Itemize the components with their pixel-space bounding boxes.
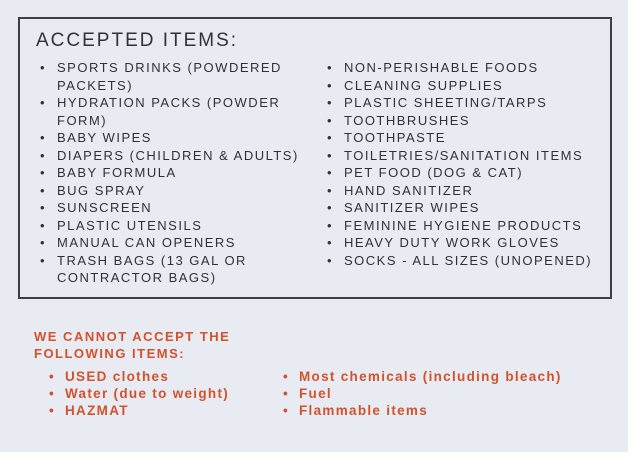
list-item: • BABY FORMULA: [38, 164, 313, 182]
list-item: • PLASTIC SHEETING/TARPS: [325, 94, 605, 112]
list-item: • HEAVY DUTY WORK GLOVES: [325, 234, 605, 252]
list-item: • FEMININE HYGIENE PRODUCTS: [325, 217, 605, 235]
list-item: • BUG SPRAY: [38, 182, 313, 200]
list-item: • Fuel: [281, 385, 562, 402]
list-item: • SANITIZER WIPES: [325, 199, 605, 217]
list-item: • TOILETRIES/SANITATION ITEMS: [325, 147, 605, 165]
list-item: • CLEANING SUPPLIES: [325, 77, 605, 95]
list-item: • TOOTHPASTE: [325, 129, 605, 147]
rejected-title-line: FOLLOWING ITEMS:: [34, 346, 186, 361]
list-item: • Water (due to weight): [47, 385, 229, 402]
list-item: • MANUAL CAN OPENERS: [38, 234, 313, 252]
rejected-items-title: [34, 328, 230, 362]
list-item: • USED clothes: [47, 368, 229, 385]
rejected-items-right-list: [281, 368, 562, 419]
list-item: • NON-PERISHABLE FOODS: [325, 59, 605, 77]
accepted-items-right-list: [325, 59, 605, 269]
list-item: • TOOTHBRUSHES: [325, 112, 605, 130]
list-item: • HYDRATION PACKS (POWDER FORM): [38, 94, 313, 129]
list-item: • PLASTIC UTENSILS: [38, 217, 313, 235]
list-item: • SPORTS DRINKS (POWDERED PACKETS): [38, 59, 313, 94]
accepted-items-box: [18, 17, 612, 299]
accepted-items-title: ACCEPTED ITEMS:: [36, 30, 239, 51]
list-item: • SUNSCREEN: [38, 199, 313, 217]
list-item: • HAZMAT: [47, 402, 229, 419]
list-item: • Most chemicals (including bleach): [281, 368, 562, 385]
list-item: • HAND SANITIZER: [325, 182, 605, 200]
list-item: • BABY WIPES: [38, 129, 313, 147]
rejected-items-left-list: [47, 368, 229, 419]
accepted-items-left-list: [38, 59, 313, 287]
list-item: • Flammable items: [281, 402, 562, 419]
list-item: • PET FOOD (DOG & CAT): [325, 164, 605, 182]
list-item: • SOCKS - ALL SIZES (UNOPENED): [325, 252, 605, 270]
list-item: • DIAPERS (CHILDREN & ADULTS): [38, 147, 313, 165]
rejected-title-line: WE CANNOT ACCEPT THE: [34, 329, 231, 344]
list-item: • TRASH BAGS (13 GAL OR CONTRACTOR BAGS): [38, 252, 313, 287]
